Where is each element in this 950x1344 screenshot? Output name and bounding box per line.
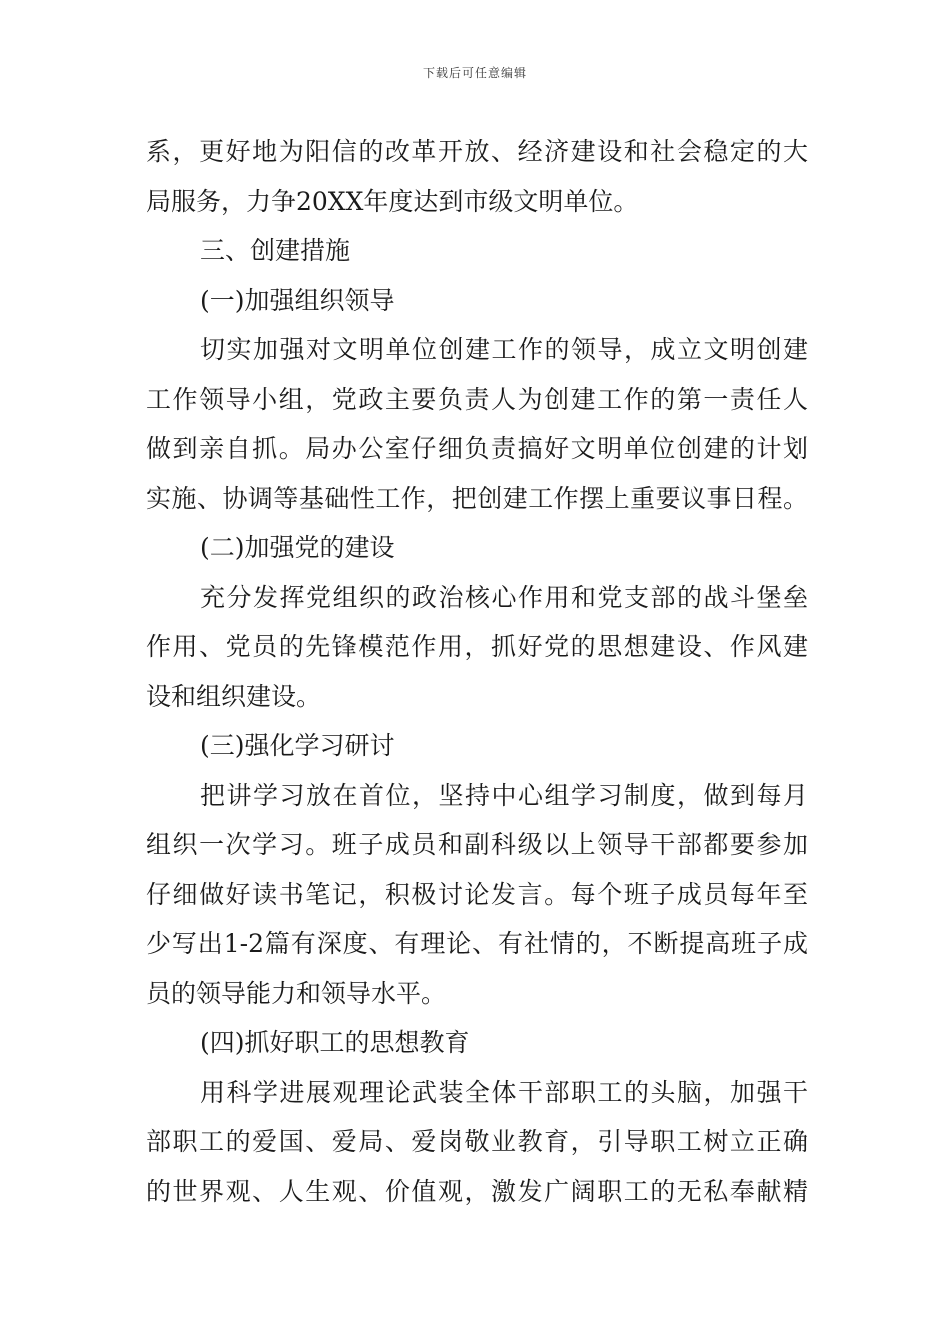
text-line: (三)强化学习研讨 — [200, 731, 395, 760]
text-line: 局服务，力争20XX年度达到市级文明单位。 — [146, 186, 639, 216]
text-line: 充分发挥党组织的政治核心作用和党支部的战斗堡垒 — [200, 582, 808, 612]
text-line: 用科学进展观理论武装全体干部职工的头脑，加强干 — [200, 1077, 808, 1107]
text-line: 作用、党员的先锋模范作用，抓好党的思想建设、作风建 — [146, 632, 808, 661]
text-line: 三、创建措施 — [200, 236, 351, 265]
text-line: 做到亲自抓。局办公室仔细负责搞好文明单位创建的计划 — [146, 434, 808, 463]
text-line: 组织一次学习。班子成员和副科级以上领导干部都要参加 — [146, 830, 808, 859]
text-line: (一)加强组织领导 — [200, 285, 395, 315]
text-line: 的世界观、人生观、价值观，激发广阔职工的无私奉献精 — [146, 1176, 808, 1206]
text-line: 把讲学习放在首位，坚持中心组学习制度，做到每月 — [200, 780, 808, 810]
text-line: (四)抓好职工的思想教育 — [200, 1028, 470, 1057]
text-line: (二)加强党的建设 — [200, 533, 395, 562]
text-line: 切实加强对文明单位创建工作的领导，成立文明创建 — [200, 335, 808, 364]
text-line: 设和组织建设。 — [146, 681, 322, 711]
text-line: 仔细做好读书笔记，积极讨论发言。每个班子成员每年至 — [146, 879, 808, 909]
text-line: 实施、协调等基础性工作，把创建工作摆上重要议事日程。 — [146, 483, 808, 513]
text-line: 少写出1-2篇有深度、有理论、有社情的，不断提高班子成 — [146, 929, 808, 958]
page-header-note: 下载后可任意编辑 — [422, 66, 527, 80]
text-line: 员的领导能力和领导水平。 — [146, 978, 447, 1008]
document-body — [146, 127, 808, 1216]
text-line: 系，更好地为阳信的改革开放、经济建设和社会稳定的大 — [146, 137, 808, 166]
text-line: 部职工的爱国、爱局、爱岗敬业教育，引导职工树立正确 — [146, 1127, 808, 1156]
text-line: 工作领导小组，党政主要负责人为创建工作的第一责任人 — [146, 384, 808, 414]
